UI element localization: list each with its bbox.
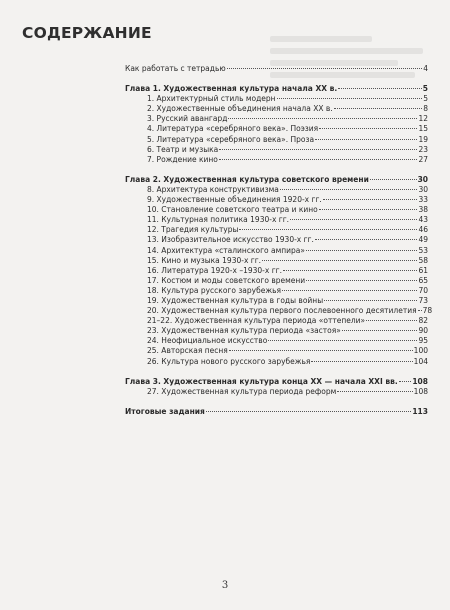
dot-leader [399, 381, 412, 382]
dot-leader [315, 139, 417, 140]
toc-entry [125, 94, 428, 104]
toc-entry-title: 13. Изобразительное искусство 1930-х гг. [147, 235, 314, 245]
toc-chapter [125, 407, 428, 417]
toc-entry-page: 58 [418, 255, 428, 265]
toc-entry-page: 53 [418, 245, 428, 255]
toc-entry-page: 27 [418, 154, 428, 164]
toc-entry-page: 100 [413, 346, 428, 356]
toc-entry [125, 64, 428, 74]
toc-entry [125, 306, 433, 316]
dot-leader [338, 88, 422, 89]
toc-entry-title: 14. Архитектура «сталинского ампира» [147, 245, 305, 255]
toc-entry-title: 12. Трагедия культуры [147, 225, 239, 235]
toc-entry-page: 73 [418, 295, 428, 305]
toc-entry-title: 21–22. Художественная культура периода «оттепели» [147, 316, 366, 326]
toc-entry [125, 195, 428, 205]
toc-entry-page: 30 [417, 174, 428, 184]
toc-entry-title: 17. Костюм и моды советского времени [147, 275, 306, 285]
toc-entry-title: 3. Русский авангард [147, 114, 228, 124]
toc-chapter [125, 175, 428, 185]
toc-entry [125, 205, 428, 215]
toc-entry-title: 24. Неофициальное искусство [147, 336, 268, 346]
dot-leader [337, 391, 412, 392]
toc-entry-title: 19. Художественная культура в годы войны [147, 295, 324, 305]
toc-entry-title: 2. Художественные объединения начала XX в. [147, 104, 333, 114]
toc-entry-page: 65 [418, 275, 428, 285]
toc-entry-page: 46 [418, 225, 428, 235]
dot-leader [283, 270, 417, 271]
toc-entry-page: 5 [422, 84, 428, 94]
toc-entry-page: 108 [413, 386, 428, 396]
dot-leader [306, 280, 417, 281]
toc-entry-title: 26. Культура нового русского зарубежья [147, 356, 311, 366]
toc-entry [125, 104, 428, 114]
toc-entry-page: 4 [423, 64, 428, 73]
toc-entry-title: 8. Архитектура конструктивизма [147, 184, 279, 194]
toc-entry-title: 27. Художественная культура периода реформ [147, 386, 337, 396]
toc-chapter [125, 84, 428, 94]
toc-entry [125, 215, 428, 225]
toc-entry [125, 235, 428, 245]
dot-leader [206, 411, 411, 412]
toc-entry-page: 113 [412, 406, 428, 416]
toc-entry [125, 346, 428, 356]
toc-entry-page: 70 [418, 285, 428, 295]
toc-entry [125, 246, 428, 256]
toc-entry [125, 185, 428, 195]
toc-entry-page: 15 [418, 124, 428, 134]
toc-entry [125, 256, 428, 266]
toc-entry-page: 33 [418, 195, 428, 205]
toc-entry [125, 336, 428, 346]
dot-leader [228, 118, 417, 119]
toc-gap [125, 397, 428, 407]
toc-entry-title: Итоговые задания [125, 406, 205, 416]
dot-leader [366, 320, 417, 321]
dot-leader [268, 340, 417, 341]
toc-entry-title: 10. Становление советского театра и кино [147, 205, 318, 215]
toc-gap [125, 367, 428, 377]
toc-entry-page: 78 [422, 306, 433, 316]
toc-entry-page: 95 [418, 336, 428, 346]
toc-entry-title: 5. Литература «серебряного века». Проза [147, 134, 315, 144]
toc-entry-title: 15. Кино и музыка 1930-х гг. [147, 255, 262, 265]
dot-leader [319, 128, 417, 129]
toc-entry-title: 4. Литература «серебряного века». Поэзия [147, 124, 319, 134]
dot-leader [280, 189, 418, 190]
toc-entry-page: 23 [418, 144, 428, 154]
toc-entry-page: 8 [423, 104, 428, 114]
toc-entry [125, 286, 428, 296]
toc-entry [125, 296, 428, 306]
table-of-contents [125, 64, 433, 417]
dot-leader [342, 330, 418, 331]
toc-entry [125, 145, 428, 155]
toc-entry-title: 25. Авторская песня [147, 346, 228, 356]
toc-entry-page: 90 [418, 326, 428, 336]
toc-entry-page: 82 [418, 316, 428, 326]
toc-entry-page: 43 [418, 215, 428, 225]
toc-gap [125, 74, 428, 84]
toc-entry-page: 108 [412, 376, 428, 386]
toc-entry [125, 326, 428, 336]
toc-entry-title: 16. Литература 1920-х –1930-х гг. [147, 265, 282, 275]
toc-entry-title: 6. Театр и музыка [147, 144, 219, 154]
toc-entry-page: 19 [418, 134, 428, 144]
dot-leader [262, 260, 417, 261]
toc-entry [125, 225, 428, 235]
dot-leader [219, 149, 417, 150]
toc-entry [125, 276, 428, 286]
toc-entry-title: 20. Художественная культура первого послевоенного десятилетия [147, 306, 417, 316]
toc-entry [125, 387, 428, 397]
dot-leader [306, 250, 417, 251]
toc-entry-page: 5 [423, 94, 428, 104]
toc-entry-page: 104 [413, 356, 428, 366]
toc-entry-page: 61 [418, 265, 428, 275]
toc-entry-page: 30 [418, 184, 428, 194]
toc-entry-title: 23. Художественная культура периода «застоя» [147, 326, 341, 336]
toc-entry-title: 18. Культура русского зарубежья [147, 285, 282, 295]
toc-entry [125, 114, 428, 124]
dot-leader [277, 98, 423, 99]
toc-entry [125, 316, 428, 326]
page-number: 3 [221, 580, 229, 591]
dot-leader [239, 229, 417, 230]
toc-entry-title: Глава 2. Художественная культура советского времени [125, 174, 369, 184]
toc-entry-title: Глава 1. Художественная культура начала XX в. [125, 84, 338, 94]
toc-gap [125, 165, 428, 175]
toc-entry-title: 9. Художественные объединения 1920-х гг. [147, 195, 322, 205]
toc-entry-page: 12 [418, 114, 428, 124]
dot-leader [282, 290, 417, 291]
toc-chapter [125, 377, 428, 387]
dot-leader [334, 108, 423, 109]
toc-entry-title: Глава 3. Художественная культура конца XX — начала XXI вв. [125, 376, 398, 386]
dot-leader [315, 239, 418, 240]
dot-leader [290, 219, 417, 220]
toc-entry [125, 155, 428, 165]
dot-leader [227, 68, 423, 69]
dot-leader [370, 179, 417, 180]
dot-leader [323, 199, 418, 200]
dot-leader [324, 300, 417, 301]
toc-entry-title: 1. Архитектурный стиль модерн [147, 94, 276, 104]
toc-entry [125, 124, 428, 134]
toc-entry-title: Как работать с тетрадью [125, 64, 226, 73]
toc-entry-title: 11. Культурная политика 1930-х гг. [147, 215, 290, 225]
toc-entry [125, 266, 428, 276]
toc-entry-page: 49 [418, 235, 428, 245]
toc-entry [125, 135, 428, 145]
toc-entry-title: 7. Рождение кино [147, 154, 218, 164]
dot-leader [219, 159, 418, 160]
toc-entry-page: 38 [418, 205, 428, 215]
dot-leader [311, 361, 412, 362]
dot-leader [418, 310, 422, 311]
dot-leader [229, 350, 413, 351]
dot-leader [319, 209, 418, 210]
toc-entry [125, 357, 428, 367]
page-heading: СОДЕРЖАНИЕ [22, 24, 152, 42]
